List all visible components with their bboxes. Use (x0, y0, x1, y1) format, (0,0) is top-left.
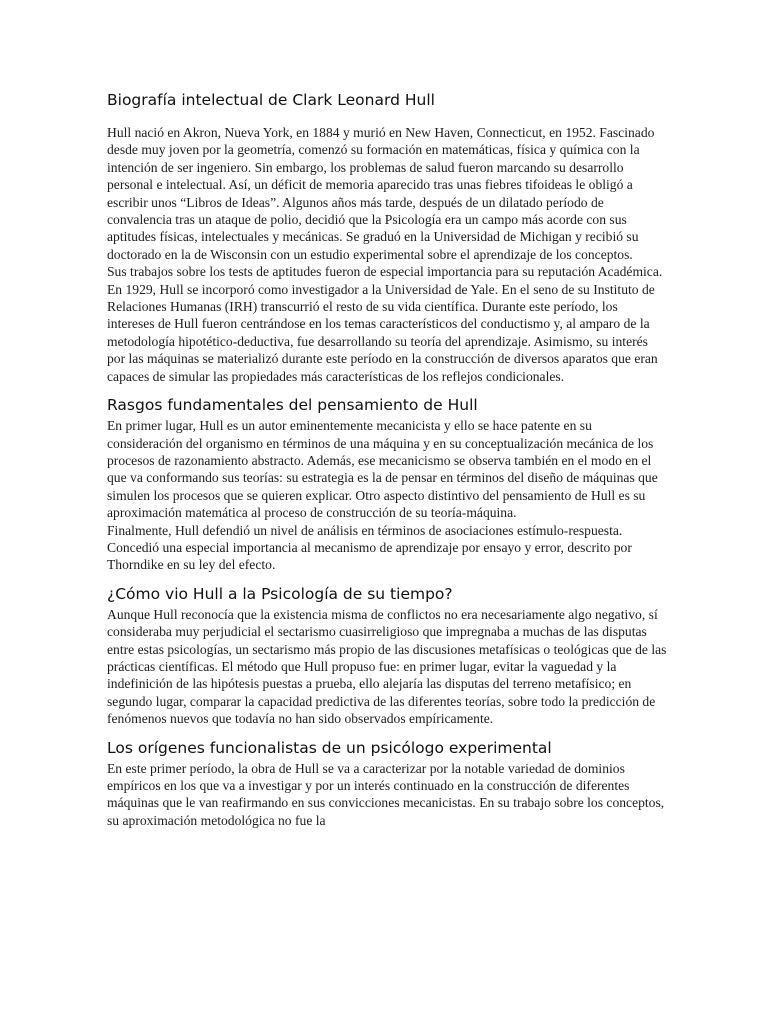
paragraph-rasgos-1: En primer lugar, Hull es un autor eminentemente mecanicista y ello se hace patente en su consideración del organismo en términos de una máquina y en su conceptualización mecánica de los procesos de razonamiento abstracto. Además, ese mecanicismo se observa también en el modo en el que va conformando sus teorías: su estrategia es la de pensar en términos del diseño de máquinas que simulen los procesos que se quieren explicar. Otro aspecto distintivo del pensamiento de Hull es su aproximación matemática al proceso de construcción de su teoría-máquina. (107, 418, 658, 521)
paragraph-rasgos-2: Finalmente, Hull defendió un nivel de análisis en términos de asociaciones estímulo-respuesta. Concedió una especial importancia al mecanismo de aprendizaje por ensayo y error, descrito por Thorndike en su ley del efecto. (107, 522, 632, 573)
document-page (107, 90, 667, 829)
heading-biografia: Biografía intelectual de Clark Leonard Hull (107, 91, 435, 109)
paragraph-biografia-1: Hull nació en Akron, Nueva York, en 1884 y murió en New Haven, Connecticut, en 1952. Fascinado desde muy joven por la geometría, comenzó su formación en matemáticas, física y química con la intención de ser ingeniero. Sin embargo, los problemas de salud fueron marcando su desarrollo personal e intelectual. Así, un déficit de memoria aparecido tras unas fiebres tifoideas le obligó a escribir unos “Libros de Ideas”. Algunos años más tarde, después de un dilatado período de convalencia tras un ataque de polio, decidió que la Psicología era un campo más acorde con sus aptitudes físicas, intelectuales y mecánicas. Se graduó en la Universidad de Michigan y recibió su doctorado en la de Wisconsin con un estudio experimental sobre el aprendizaje de los conceptos. (107, 125, 655, 262)
heading-como-vio-hull: ¿Cómo vio Hull a la Psicología de su tiempo? (107, 584, 453, 603)
paragraph-origenes-funcionalistas: En este primer período, la obra de Hull se va a caracterizar por la notable variedad de dominios empíricos en los que va a investigar y por un interés continuado en la construcción de diferentes máquinas que le van reafirmando en sus convicciones mecanicistas. En su trabajo sobre los conceptos, su aproximación metodológica no fue la (107, 760, 665, 828)
heading-rasgos: Rasgos fundamentales del pensamiento de Hull (107, 396, 478, 415)
paragraph-biografia-2: Sus trabajos sobre los tests de aptitudes fueron de especial importancia para su reputación Académica. En 1929, Hull se incorporó como investigador a la Universidad de Yale. En el seno de su Instituto de Relaciones Humanas (IRH) transcurrió el resto de su vida científica. Durante este período, los intereses de Hull fueron centrándose en los temas característicos del conductismo y, al amparo de la metodología hipotético-deductiva, fue desarrollando su teoría del aprendizaje. Asimismo, su interés por las máquinas se materializó durante este período en la construcción de diversos aparatos que eran capaces de simular las propiedades más características de los reflejos condicionales. (107, 264, 663, 384)
paragraph-como-vio-hull: Aunque Hull reconocía que la existencia misma de conflictos no era necesariamente algo negativo, sí consideraba muy perjudicial el sectarismo cuasirreligioso que impregnaba a muchas de las disputas entre estas psicologías, un sectarismo más propio de las discusiones metafísicas o teológicas que de las prácticas científicas. El método que Hull propuso fue: en primer lugar, evitar la vaguedad y la indefinición de las hipótesis puestas a prueba, ello alejaría las disputas del terreno metafísico; en segundo lugar, comparar la capacidad predictiva de las diferentes teorías, sobre todo la predicción de fenómenos nuevos que todavía no han sido observados empíricamente. (107, 606, 667, 727)
heading-origenes-funcionalistas: Los orígenes funcionalistas de un psicólogo experimental (107, 738, 552, 757)
